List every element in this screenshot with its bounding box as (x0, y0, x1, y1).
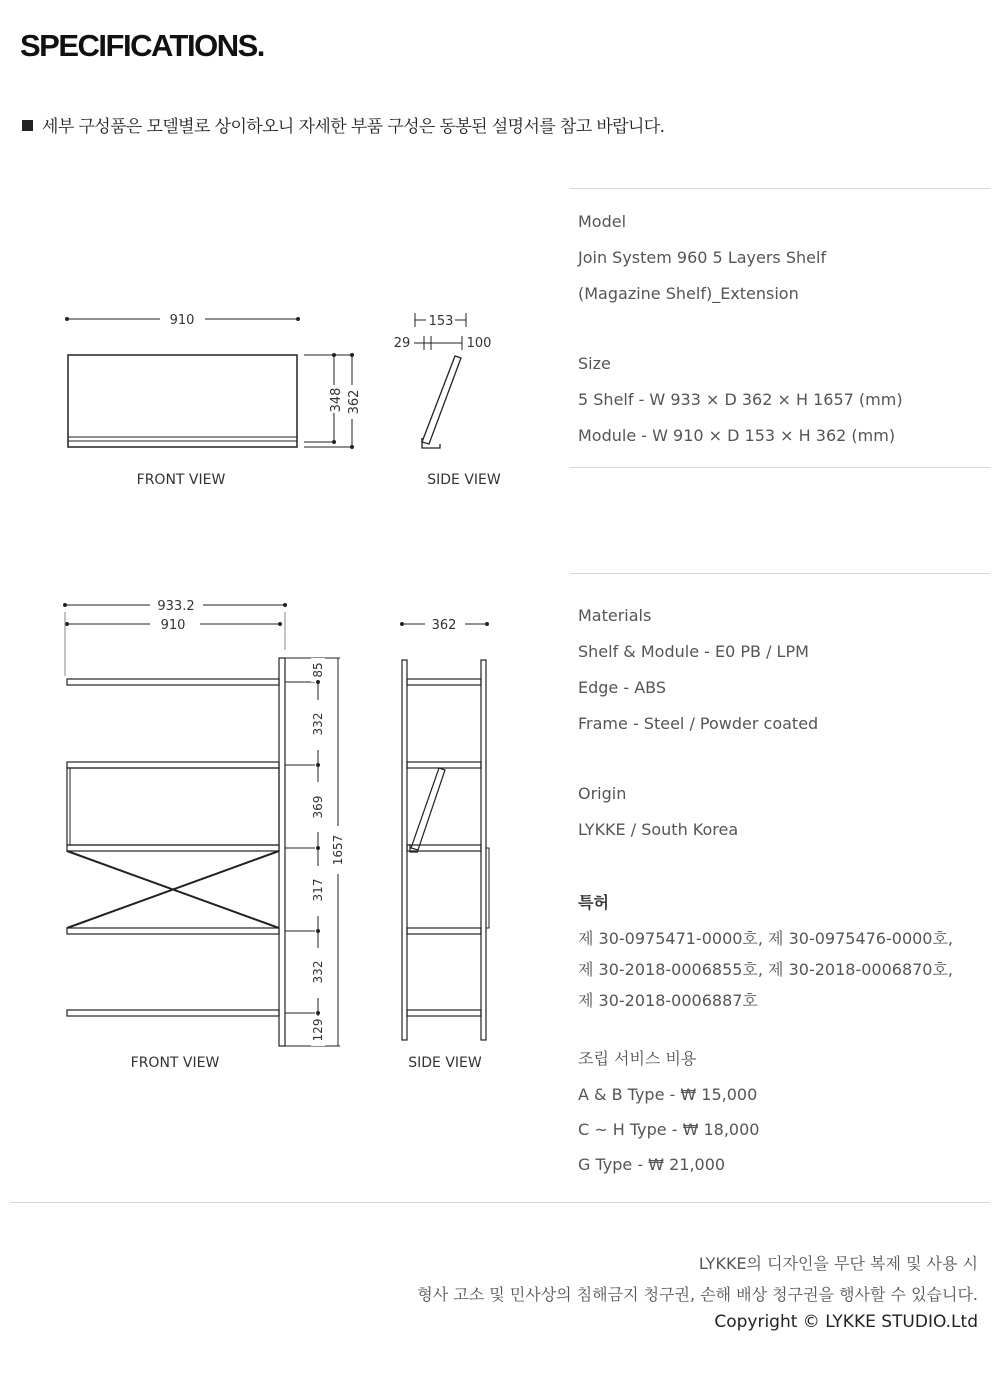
total-height-label: 1657 (331, 834, 345, 866)
module-depth-right-label: 100 (466, 336, 492, 351)
model-heading: Model (578, 212, 627, 231)
module-inner-height-label: 348 (329, 387, 344, 413)
gap-label-1: 85 (311, 662, 325, 678)
module-front-view-label: FRONT VIEW (136, 472, 226, 488)
gap-label-6: 129 (311, 1018, 325, 1042)
model-line-2: (Magazine Shelf)_Extension (578, 284, 799, 303)
module-width-label: 910 (169, 313, 195, 328)
gap-label-2: 332 (311, 712, 325, 736)
module-side-view-label: SIDE VIEW (427, 472, 501, 488)
shelf-side-view-label: SIDE VIEW (408, 1055, 482, 1071)
module-depth-left-label: 29 (393, 336, 411, 351)
module-depth-label: 153 (428, 314, 454, 329)
shelf-outer-width-label: 933.2 (157, 599, 195, 614)
size-line-1: 5 Shelf - W 933 × D 362 × H 1657 (mm) (578, 390, 903, 409)
module-front-view (66, 313, 363, 488)
origin-heading: Origin (578, 784, 627, 803)
assembly-line-1: A & B Type - ₩ 15,000 (578, 1085, 758, 1104)
origin-line: LYKKE / South Korea (578, 820, 739, 839)
patent-line-1: 제 30-0975471-0000호, 제 30-0975476-0000호, (578, 929, 954, 948)
module-side-view (394, 313, 501, 488)
page-title: SPECIFICATIONS. (20, 28, 264, 63)
materials-heading: Materials (578, 606, 652, 625)
module-outer-height-label: 362 (347, 389, 362, 415)
assembly-heading: 조립 서비스 비용 (578, 1049, 697, 1068)
model-line-1: Join System 960 5 Layers Shelf (578, 248, 827, 267)
footer-line-1: LYKKE의 디자인을 무단 복제 및 사용 시 (698, 1254, 978, 1273)
shelf-inner-width-label: 910 (160, 618, 186, 633)
shelf-depth-label: 362 (431, 618, 457, 633)
materials-line-3: Frame - Steel / Powder coated (578, 714, 819, 733)
size-line-2: Module - W 910 × D 153 × H 362 (mm) (578, 426, 896, 445)
patent-line-2: 제 30-2018-0006855호, 제 30-2018-0006870호, (578, 960, 954, 979)
gap-label-4: 317 (311, 878, 325, 902)
assembly-line-3: G Type - ₩ 21,000 (578, 1155, 726, 1174)
materials-line-1: Shelf & Module - E0 PB / LPM (578, 642, 809, 661)
shelf-front-view-label: FRONT VIEW (130, 1055, 220, 1071)
shelf-side-view (401, 618, 490, 1071)
gap-label-3: 369 (311, 795, 325, 819)
shelf-front-view (64, 599, 346, 1071)
footer-line-2: 형사 고소 및 민사상의 침해금지 청구권, 손해 배상 청구권을 행사할 수 있습니다. (417, 1285, 978, 1304)
notice-label: 세부 구성품은 모델별로 상이하오니 자세한 부품 구성은 동봉된 설명서를 참고 바랍니다. (42, 117, 665, 137)
assembly-line-2: C ~ H Type - ₩ 18,000 (578, 1120, 760, 1139)
gap-label-5: 332 (311, 960, 325, 984)
patent-line-3: 제 30-2018-0006887호 (578, 991, 758, 1010)
size-heading: Size (578, 354, 611, 373)
patent-heading: 특허 (578, 893, 609, 912)
materials-line-2: Edge - ABS (578, 678, 667, 697)
footer-copyright: Copyright © LYKKE STUDIO.Ltd (714, 1312, 978, 1332)
